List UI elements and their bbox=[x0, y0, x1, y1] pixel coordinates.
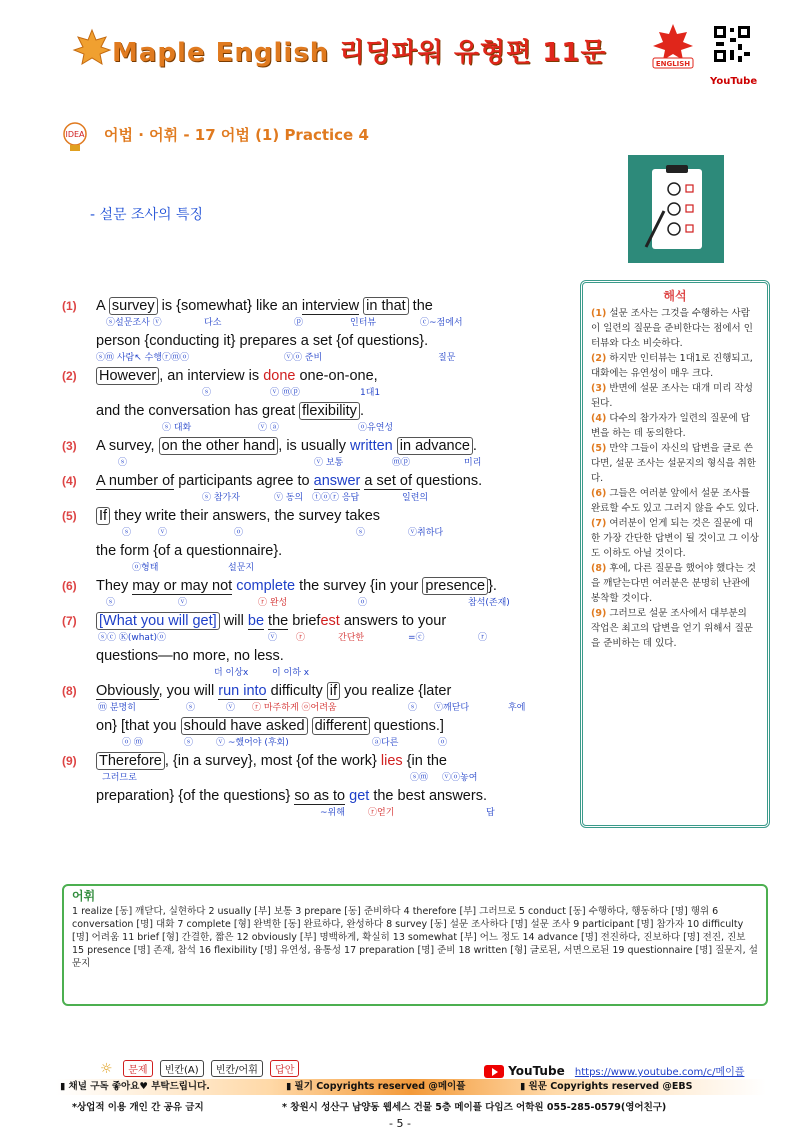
page-header bbox=[0, 0, 800, 100]
sentence-2: (2) However , an interview is done one-on-one, ⓢ ⓥ ⓜⓟ 1대1 and the conversation has great flexibility . ⓢ 대화 ⓥ ⓐ ⓞ유연성 bbox=[62, 368, 394, 433]
youtube-tag: YouTube bbox=[710, 76, 758, 87]
sentence-9: (9) Therefore , {in a survey}, most {of the work} lies {in the 그러므로 ⓢⓜ ⓥⓞ놓여 preparation} {of the questions} so as to get the best answers. ~위해 ⓡ얻기 답 bbox=[62, 753, 495, 818]
sentence-5: (5) If they write their answers, the survey takes ⓢ ⓥ ⓞ ⓢ ⓥ취하다 the form {of a questionnaire}. ⓞ형태 설문지 bbox=[62, 508, 444, 573]
copyright-bar: ▮ 채널 구독 좋아요♥ 부탁드립니다. ▮ 필기 Copyrights reserved @메이플 ▮ 원문 Copyrights reserved @EBS bbox=[56, 1079, 766, 1095]
title-ko: 리딩파워 유형편 11문 bbox=[339, 38, 607, 68]
page-title bbox=[112, 32, 607, 69]
vocabulary-list: 1 realize [동] 깨닫다, 실현하다 2 usually [부] 보통 3 prepare [동] 준비하다 4 therefore [부] 그러므로 5 conduct [동] 수행하다, 행동하다 [명] 행위 6 conversation [명] 대화 7 complete [형] 완벽한 [동] 완료하다, 완성하다 8 survey [동] 설문 조사하다 [명] 설문 조사 9 participant [명] 참가자 10 difficulty [명] 어려움 11 brief [형] 간결한, 짧은 12 obviously [부] 명백하게, 확실히 13 somewhat [부] 어느 정도 14 advance [명] 전진하다, 진보하다 [명] 전진, 진보 15 presence [명] 존재, 참석 16 flexibility [명] 유연성, 융통성 17 preparation [명] 준비 18 written [형] 글로된, 서면으로된 19 questionnaire [명] 질문지, 설문지 bbox=[72, 906, 758, 969]
tag-answer[interactable]: 답안 bbox=[270, 1060, 299, 1077]
idea-bulb-icon bbox=[58, 120, 92, 154]
sentence-number: (1) bbox=[62, 299, 77, 313]
sentence-6: (6) They may or may not complete the survey {in your presence }. ⓢ ⓥ ⓡ 완성 ⓞ 참석(존재) bbox=[62, 578, 510, 608]
survey-clipboard-image bbox=[628, 155, 724, 263]
tag-blank-vocab[interactable]: 빈칸/어휘 bbox=[211, 1060, 263, 1077]
sentence-7: (7) [What you will get] will be the briefest answers to your ⓢⓒ Ⓚ(what)ⓞ ⓥ ⓡ 간단한 =ⓒ ⓡ questions—no more, no less. 더 이상x 이 이하 x bbox=[62, 613, 488, 678]
tag-problem[interactable]: 문제 bbox=[123, 1060, 152, 1077]
svg-text:IDEA: IDEA bbox=[65, 130, 85, 139]
badge-text: ENGLISH bbox=[655, 60, 691, 68]
sentence-8: (8) Obviously, you will run into difficulty if you realize {later ⓜ 분명히 ⓢ ⓥ ⓡ 마주하게 ⓞ어려움 ⓢ ⓥ깨닫다 후에 on} [that you should have asked different questions.] ⓞ ⓜ ⓢ ⓥ ~했어야 (후회) ⓐ다른 ⓞ bbox=[62, 683, 526, 748]
qr-code-icon[interactable] bbox=[712, 24, 752, 64]
maple-english-logo bbox=[647, 22, 699, 72]
tag-blank-a[interactable]: 빈칸(A) bbox=[160, 1060, 204, 1077]
section-heading: 어법 · 어휘 - 17 어법 (1) Practice 4 bbox=[104, 126, 369, 144]
passage bbox=[62, 296, 572, 821]
sentence-3: (3) A survey, on the other hand , is usually written in advance . ⓢ ⓥ 보통 ⓜⓟ 미리 bbox=[62, 438, 482, 468]
youtube-url[interactable]: https://www.youtube.com/c/메이플 bbox=[574, 1067, 745, 1078]
vocabulary-title: 어휘 bbox=[72, 889, 96, 903]
title-en: Maple English bbox=[112, 38, 330, 68]
footer-tags bbox=[100, 1060, 303, 1077]
sentence-4: (4) A number of participants agree to answer a set of questions. ⓢ 참가자 ⓥ 동의 ⓣⓞⓡ 응답 일련의 bbox=[62, 473, 483, 503]
page-number: - 5 - bbox=[389, 1117, 411, 1130]
subtopic: - 설문 조사의 특징 bbox=[90, 207, 204, 223]
translation-title: 해석 bbox=[663, 289, 687, 303]
sentence-1: (1) A survey is {somewhat} like an interview in that the ⓢ설문조사 ⓥ 다소 ⓟ 인터뷰 ⓒ~점에서 person {conducting it} prepares a set {of questions}. ⓢⓜ 사람↖ 수행ⓡⓜⓞ ⓥⓞ 준비 질문 bbox=[62, 296, 572, 366]
vocabulary-box bbox=[62, 884, 768, 1006]
youtube-link[interactable]: YouTube https://www.youtube.com/c/메이플 bbox=[484, 1063, 744, 1078]
sun-icon: ☼ bbox=[100, 1061, 113, 1077]
translation-box: 해석 (1) 설문 조사는 그것을 수행하는 사람이 일련의 질문을 준비한다는 점에서 인터뷰와 다소 비슷하다. (2) 하지만 인터뷰는 1대1로 진행되고, 대화에는 유연성이 매우 크다. (3) 반면에 설문 조사는 대개 미리 작성된다. (4) 다수의 참가자가 일련의 질문에 답변을 하는 데 동의한다. (5) 만약 그들이 자신의 답변을 글로 쓴다면, 설문 조사는 설문지의 형식을 취한다. (6) 그들은 여러분 앞에서 설문 조사를 완료할 수도 있고 그러지 않을 수도 있다. (7) 여러분이 얻게 되는 것은 질문에 대한 가장 간단한 답변이 될 것이고 그 이상도 이하도 아닐 것이다. (8) 후에, 다른 질문을 했어야 했다는 것을 깨닫는다면 여러분은 분명히 난관에 봉착할 것이다. (9) 그러므로 설문 조사에서 대부분의 작업은 최고의 답변을 얻기 위해서 질문을 준비하는 데 있다. bbox=[580, 280, 770, 828]
youtube-icon bbox=[484, 1065, 504, 1078]
maple-leaf-icon bbox=[72, 28, 112, 68]
gloss: ⓢ설문조사 ⓥ 다소 ⓟ 인터뷰 ⓒ~점에서 bbox=[106, 318, 463, 328]
